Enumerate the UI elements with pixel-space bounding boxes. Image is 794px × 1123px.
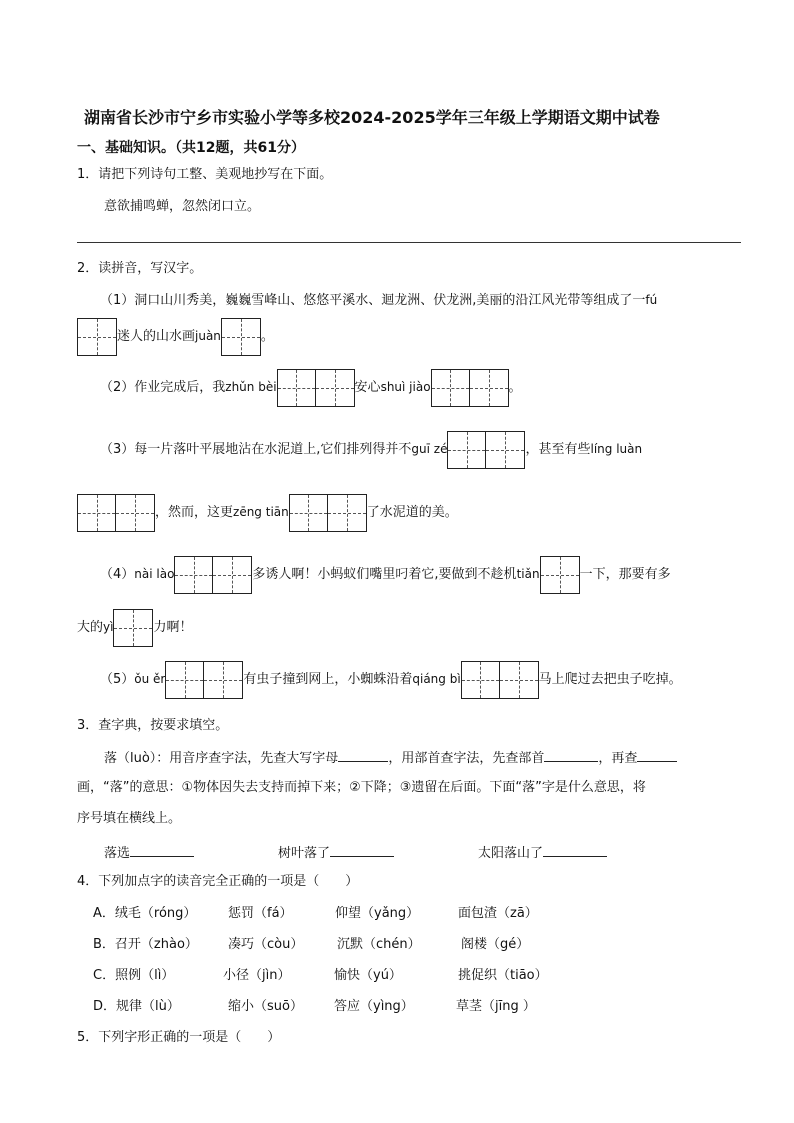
q4-option-b[interactable]: B．召开（zhào） <box>93 937 198 952</box>
q4-d-word-4: 草茎（jīng ） <box>456 999 536 1014</box>
answer-box-nailao[interactable] <box>174 556 252 594</box>
q4-a-word-4: 面包渣（zā） <box>458 906 538 921</box>
q3-item-3: 太阳落山了 <box>478 842 607 864</box>
q4-b-word-4: 阁楼（gé） <box>461 937 530 952</box>
q4-a-word-3: 仰望（yǎng） <box>335 906 420 921</box>
q4-d-word-2: 缩小（suō） <box>228 999 303 1014</box>
answer-box-yi[interactable] <box>113 609 153 647</box>
copy-answer-line[interactable] <box>77 242 741 243</box>
q2-sentence-1-text: （1）洞口山川秀美，巍巍雪峰山、悠悠平溪水、迴龙洲、伏龙洲,美丽的沿江风光带等组成了一fú <box>100 293 658 308</box>
q4-d-word-3: 答应（yìng） <box>334 999 414 1014</box>
answer-box-fu[interactable] <box>77 318 117 356</box>
q4-option-a[interactable]: A．绒毛（róng） <box>93 906 197 921</box>
question-3-stem: 3．查字典，按要求填空。 <box>77 718 229 733</box>
q2-sentence-2: （2）作业完成后，我zhǔn bèi 安心shuì jiào 。 <box>100 368 522 407</box>
blank-strokes[interactable] <box>637 747 677 762</box>
q2-sentence-3: （3）每一片落叶平展地沾在水泥道上,它们排列得并不guī zé ，甚至有些líng luàn <box>100 430 642 469</box>
question-5-stem: 5．下列字形正确的一项是（ ） <box>77 1030 281 1045</box>
answer-box-ouer[interactable] <box>165 661 243 699</box>
answer-box-shuijiao[interactable] <box>431 369 509 407</box>
blank-item-1[interactable] <box>130 842 194 857</box>
blank-letter[interactable] <box>338 747 388 762</box>
q4-a-word-2: 惩罚（fá） <box>228 906 293 921</box>
q3-item-1: 落选 <box>104 842 194 864</box>
answer-box-lingluan[interactable] <box>77 494 155 532</box>
answer-box-tian[interactable] <box>540 556 580 594</box>
blank-item-3[interactable] <box>543 842 607 857</box>
section-heading: 一、基础知识。（共12题，共61分） <box>77 140 305 156</box>
question-4-stem: 4．下列加点字的读音完全正确的一项是（ ） <box>77 874 359 889</box>
q2-sentence-4: （4）nài lào 多诱人啊！小蚂蚁们嘴里叼着它,要做到不趁机tiǎn 一下，那要有多 <box>100 555 671 594</box>
q4-option-d[interactable]: D．规律（lù） <box>93 999 180 1014</box>
q2-sentence-1-cont: 迷人的山水画juàn 。 <box>77 317 274 356</box>
answer-box-zengtian[interactable] <box>289 494 367 532</box>
q4-b-word-2: 凑巧（còu） <box>228 937 304 952</box>
q3-line-2: 画，“落”的意思：①物体因失去支持而掉下来；②下降；③遗留在后面。下面“落”字是什么意思，将 <box>77 780 646 795</box>
answer-box-juan[interactable] <box>221 318 261 356</box>
answer-box-guize[interactable] <box>447 431 525 469</box>
question-1-stem: 1．请把下列诗句工整、美观地抄写在下面。 <box>77 167 333 182</box>
q3-line-3: 序号填在横线上。 <box>77 811 182 826</box>
question-1-poem: 意欲捕鸣蝉，忽然闭口立。 <box>104 199 261 214</box>
q3-line-1: 落（luò）：用音序查字法，先查大写字母 ，用部首查字法，先查部首 ，再查 <box>104 747 677 769</box>
q2-sentence-5: （5）ǒu ěr 有虫子撞到网上，小蜘蛛沿着qiáng bì 马上爬过去把虫子吃掉。 <box>100 660 682 699</box>
q4-c-word-2: 小径（jìn） <box>223 968 291 983</box>
q4-b-word-3: 沉默（chén） <box>337 937 421 952</box>
q4-c-word-3: 愉快（yú） <box>334 968 402 983</box>
exam-title: 湖南省长沙市宁乡市实验小学等多校2024-2025学年三年级上学期语文期中试卷 <box>84 108 660 127</box>
answer-box-zhunbei[interactable] <box>277 369 355 407</box>
q2-sentence-3-cont: ，然而，这更zēng tiān 了水泥道的美。 <box>77 493 458 532</box>
q2-sentence-4-cont: 大的yì 力啊！ <box>77 608 192 647</box>
question-2-stem: 2．读拼音，写汉字。 <box>77 261 203 276</box>
blank-radical[interactable] <box>544 747 598 762</box>
answer-box-qiangbi[interactable] <box>461 661 539 699</box>
blank-item-2[interactable] <box>330 842 394 857</box>
q3-item-2: 树叶落了 <box>278 842 394 864</box>
q4-c-word-4: 挑促织（tiāo） <box>458 968 548 983</box>
q4-option-c[interactable]: C．照例（lì） <box>93 968 175 983</box>
